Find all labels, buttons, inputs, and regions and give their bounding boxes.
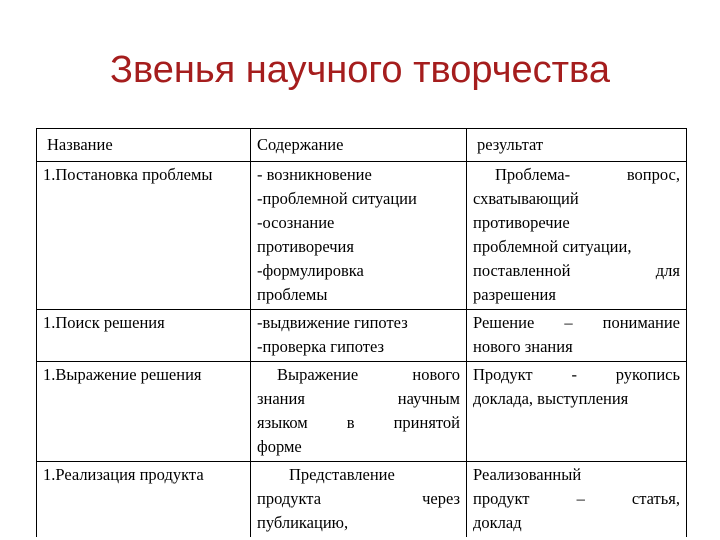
content-line: -проблемной ситуации <box>257 189 417 208</box>
result-line: продукт – статья, <box>473 489 680 508</box>
row-content-cell <box>251 462 467 538</box>
content-line: Выражение нового <box>277 365 460 384</box>
table-header-row <box>37 129 687 162</box>
row-name-cell <box>37 310 251 362</box>
result-line: доклада, выступления <box>473 389 629 408</box>
result-line: доклад <box>473 513 522 532</box>
row-name-cell <box>37 362 251 462</box>
result-line: Реализованный <box>473 465 582 484</box>
row-result-cell <box>467 162 687 310</box>
result-line: противоречие <box>473 213 570 232</box>
row-name: 1.Реализация продукта <box>43 465 204 484</box>
slide-title: Звенья научного творчества <box>110 49 610 91</box>
table-row <box>37 310 687 362</box>
content-line: -выдвижение гипотез <box>257 313 408 332</box>
content-line: продукта через <box>257 489 460 508</box>
content-line: противоречия <box>257 237 354 256</box>
content-line: Представление <box>289 465 395 484</box>
header-result: результат <box>467 129 687 162</box>
table-row <box>37 462 687 538</box>
content-line: -формулировка <box>257 261 364 280</box>
result-line: схватывающий <box>473 189 579 208</box>
row-result-cell <box>467 362 687 462</box>
row-result-cell <box>467 310 687 362</box>
result-line: Решение – понимание <box>473 313 680 332</box>
result-line: Продукт - рукопись <box>473 365 680 384</box>
header-content: Содержание <box>251 129 467 162</box>
result-line: нового знания <box>473 337 573 356</box>
content-line: -осознание <box>257 213 335 232</box>
creativity-stages-table <box>36 128 687 537</box>
row-name: 1.Выражение решения <box>43 365 202 384</box>
table-row <box>37 362 687 462</box>
content-line: - возникновение <box>257 165 372 184</box>
result-line: Проблема- вопрос, <box>495 165 680 184</box>
content-line: публикацию, <box>257 513 349 532</box>
content-line: языком в принятой <box>257 413 460 432</box>
row-name-cell <box>37 462 251 538</box>
row-name-cell <box>37 162 251 310</box>
result-line: поставленной для <box>473 261 680 280</box>
header-name: Название <box>37 129 251 162</box>
row-result-cell <box>467 462 687 538</box>
result-line: разрешения <box>473 285 556 304</box>
result-line: проблемной ситуации, <box>473 237 632 256</box>
content-line: знания научным <box>257 389 460 408</box>
content-line: -проверка гипотез <box>257 337 385 356</box>
content-line: форме <box>257 437 302 456</box>
row-name: 1.Поиск решения <box>43 313 165 332</box>
row-name: 1.Постановка проблемы <box>43 165 213 184</box>
row-content-cell <box>251 162 467 310</box>
row-content-cell <box>251 310 467 362</box>
row-content-cell <box>251 362 467 462</box>
content-line: проблемы <box>257 285 328 304</box>
table-row <box>37 162 687 310</box>
